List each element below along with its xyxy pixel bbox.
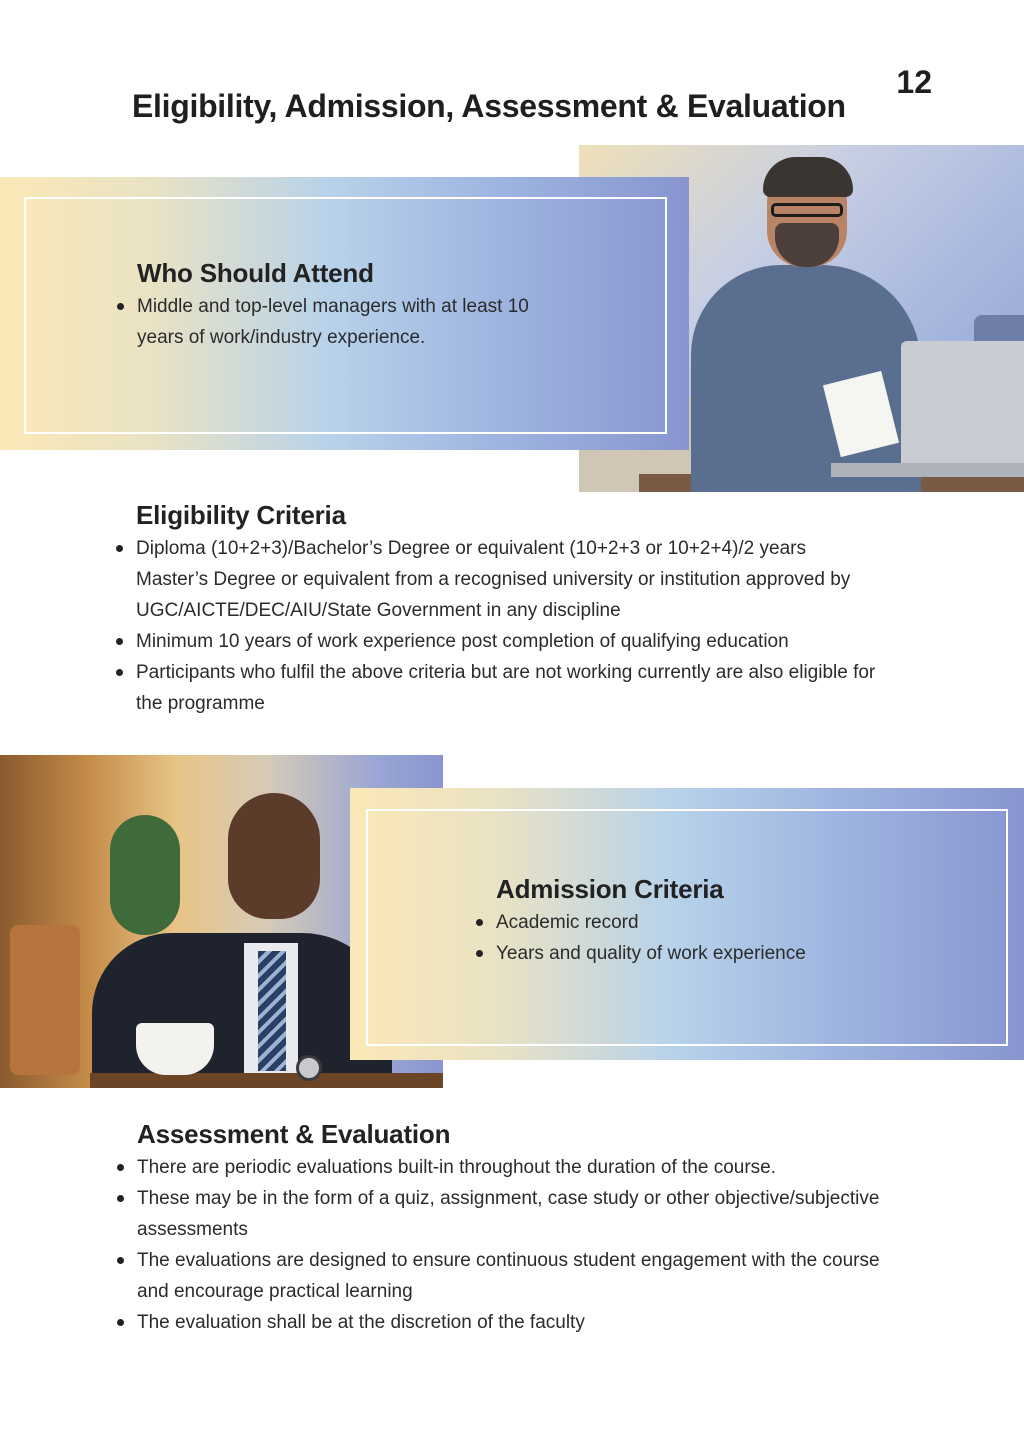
eligibility-list [136, 533, 876, 719]
assessment-list [137, 1152, 897, 1338]
admission-section [496, 874, 976, 969]
list-item: Minimum 10 years of work experience post completion of qualifying education [136, 626, 876, 657]
who-should-attend-heading: Who Should Attend [137, 258, 374, 288]
page-title: Eligibility, Admission, Assessment & Evaluation [132, 88, 846, 124]
list-item: The evaluations are designed to ensure continuous student engagement with the course and encourage practical learning [137, 1245, 897, 1307]
who-should-attend-section [137, 258, 577, 353]
who-should-attend-list [137, 291, 577, 353]
eligibility-section [136, 500, 876, 719]
list-item: Participants who fulfil the above criteria but are not working currently are also eligible for the programme [136, 657, 876, 719]
assessment-section [137, 1119, 897, 1338]
admission-heading: Admission Criteria [496, 874, 724, 904]
admission-list [496, 907, 976, 969]
assessment-heading: Assessment & Evaluation [137, 1119, 451, 1149]
list-item: Middle and top-level managers with at least 10 years of work/industry experience. [137, 291, 577, 353]
list-item: Years and quality of work experience [496, 938, 976, 969]
eligibility-heading: Eligibility Criteria [136, 500, 346, 530]
page-number: 12 [896, 64, 932, 100]
list-item: There are periodic evaluations built-in throughout the duration of the course. [137, 1152, 897, 1183]
list-item: The evaluation shall be at the discretion of the faculty [137, 1307, 897, 1338]
list-item: These may be in the form of a quiz, assignment, case study or other objective/subjective assessments [137, 1183, 897, 1245]
list-item: Academic record [496, 907, 976, 938]
list-item: Diploma (10+2+3)/Bachelor’s Degree or equivalent (10+2+3 or 10+2+4)/2 years Master’s Degree or equivalent from a recognised university or institution approved by UGC/AICTE/DEC/AIU/State Government in any discipline [136, 533, 876, 626]
